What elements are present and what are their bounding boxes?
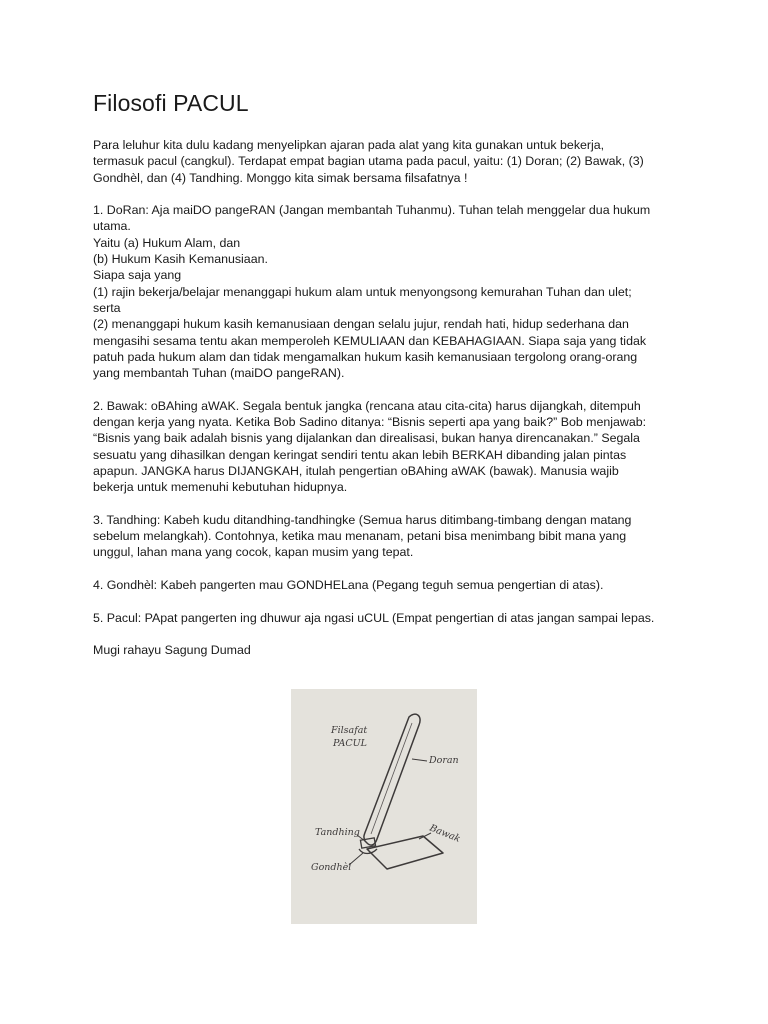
- text-line: (2) menanggapi hukum kasih kemanusiaan dengan selalu jujur, rendah hati, hidup sederhana dan: [93, 317, 629, 332]
- pacul-sketch-drawing: [291, 689, 477, 924]
- text-line: Gondhèl, dan (4) Tandhing. Monggo kita simak bersama filsafatnya !: [93, 170, 468, 185]
- pacul-sketch-image: [291, 689, 477, 924]
- section-doran: [93, 202, 683, 381]
- text-line: sesuatu yang dihasilkan dengan keringat sendiri tentu akan lebih BERKAH dibanding jalan pintas: [93, 447, 627, 462]
- text-line: sebelum melangkah). Contohnya, ketika mau menanam, petani bisa menimbang bibit mana yang: [93, 529, 627, 544]
- text-line: bekerja untuk memenuhi kebutuhan hidupnya.: [93, 480, 348, 495]
- text-line: 2. Bawak: oBAhing aWAK. Segala bentuk jangka (rencana atau cita-cita) harus dijangkah, ditempuh: [93, 398, 641, 413]
- section-gondhel: [93, 577, 683, 593]
- intro-paragraph: [93, 137, 683, 186]
- text-line: serta: [93, 300, 121, 315]
- text-line: mengasihi sesama tentu akan memperoleh KEMULIAAN dan KEBAHAGIAAN. Siapa saja yang tidak: [93, 333, 647, 348]
- text-line: Yaitu (a) Hukum Alam, dan: [93, 235, 241, 250]
- text-line: (1) rajin bekerja/belajar menanggapi hukum alam untuk menyongsong kemurahan Tuhan dan ulet;: [93, 284, 632, 299]
- section-bawak: [93, 398, 683, 496]
- sketch-label-tandhing: Tandhing: [315, 827, 360, 838]
- section-tandhing: [93, 512, 683, 561]
- text-line: 1. DoRan: Aja maiDO pangeRAN (Jangan membantah Tuhanmu). Tuhan telah menggelar dua hukum: [93, 203, 651, 218]
- text-line: “Bisnis yang baik adalah bisnis yang dijalankan dan direalisasi, bukan hanya direncanakan.” Segala: [93, 431, 640, 446]
- text-line: 3. Tandhing: Kabeh kudu ditandhing-tandhingke (Semua harus ditimbang-timbang dengan matang: [93, 512, 632, 527]
- sketch-paper: [291, 689, 477, 924]
- sketch-caption-line1: Filsafat: [331, 725, 368, 736]
- sketch-label-gondhel: Gondhèl: [311, 862, 352, 873]
- document-body: [93, 88, 683, 675]
- sketch-label-doran: Doran: [429, 755, 459, 766]
- text-line: utama.: [93, 219, 131, 234]
- text-line: Siapa saja yang: [93, 268, 182, 283]
- section-pacul: [93, 610, 683, 626]
- sketch-caption-line2: PACUL: [333, 738, 367, 749]
- text-line: 5. Pacul: PApat pangerten ing dhuwur aja ngasi uCUL (Empat pengertian di atas jangan sampai lepas.: [93, 610, 655, 625]
- text-line: Para leluhur kita dulu kadang menyelipkan ajaran pada alat yang kita gunakan untuk bekerja,: [93, 138, 605, 152]
- text-line: termasuk pacul (cangkul). Terdapat empat bagian utama pada pacul, yaitu: (1) Doran; (2) Bawak, (3): [93, 154, 644, 169]
- text-line: dengan kerja yang nyata. Ketika Bob Sadino ditanya: “Bisnis seperti apa yang baik?” Bob menjawab:: [93, 415, 647, 430]
- sketch-label-bawak: Bawak: [427, 822, 462, 845]
- text-line: unggul, lahan mana yang cocok, kapan musim yang tepat.: [93, 545, 414, 560]
- text-line: yang membantah Tuhan (maiDO pangeRAN).: [93, 366, 345, 381]
- text-line: (b) Hukum Kasih Kemanusiaan.: [93, 252, 268, 267]
- closing-line: Mugi rahayu Sagung Dumad: [93, 643, 251, 658]
- document-title: Filosofi PACUL: [93, 90, 249, 116]
- text-line: apapun. JANGKA harus DIJANGKAH, itulah pengertian oBAhing aWAK (bawak). Manusia wajib: [93, 463, 619, 478]
- text-line: 4. Gondhèl: Kabeh pangerten mau GONDHELana (Pegang teguh semua pengertian di atas).: [93, 578, 604, 593]
- text-line: patuh pada hukum alam dan tidak mengamalkan hukum kasih kemanusiaan tergolong orang-orang: [93, 349, 638, 364]
